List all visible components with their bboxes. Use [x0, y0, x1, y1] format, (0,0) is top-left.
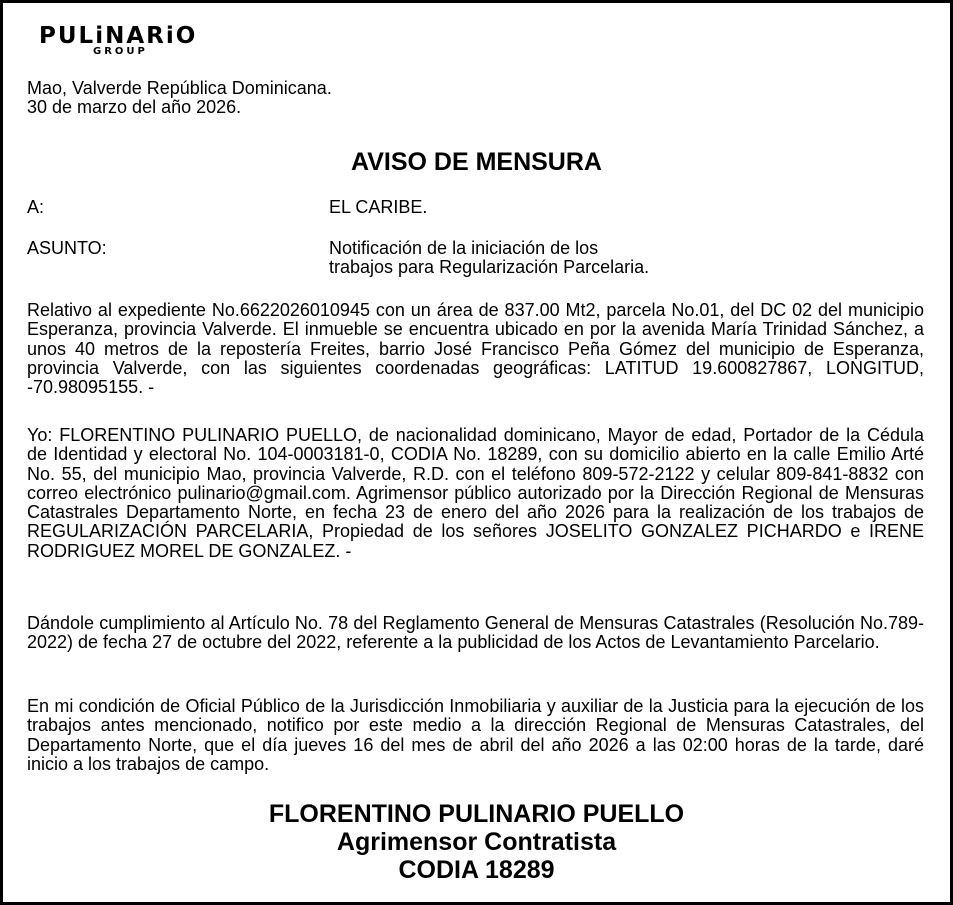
addressee-label: A: — [27, 197, 45, 217]
signature-codia: CODIA 18289 — [398, 856, 555, 884]
date-place: Mao, Valverde República Dominicana. — [27, 78, 332, 98]
signature-name: FLORENTINO PULINARIO PUELLO — [268, 800, 685, 828]
date-line: 30 de marzo del año 2026. — [27, 97, 242, 117]
subject-line-1: Notificación de la iniciación de los — [329, 238, 599, 258]
signature-role: Agrimensor Contratista — [336, 828, 617, 856]
logo-subtitle: GROUP — [93, 46, 148, 57]
date-block — [27, 79, 332, 117]
paragraph-regulation: Dándole cumplimiento al Artículo No. 78 del Reglamento General de Mensuras Catastrales (Resolución No.789-2022) de fecha 27 de octubre del 2022, referente a la publicidad de los Actos de Levantamiento Parcelario. — [27, 613, 924, 653]
paragraph-record: Relativo al expediente No.6622026010945 con un área de 837.00 Mt2, parcela No.01, del DC 02 del municipio Esperanza, provincia Valverde. El inmueble se encuentra ubicado en por la avenida María Trinidad Sánchez, a unos 40 metros de la repostería Freites, barrio José Francisco Peña Gómez del municipio de Esperanza, provincia Valverde, con las siguientes coordenadas geográficas: LATITUD 19.600827867, LONGITUD, -70.98095155. - — [27, 300, 924, 398]
logo-wordmark: PULiNARiO — [39, 23, 198, 49]
subject-value — [329, 239, 919, 277]
subject-line-2: trabajos para Regularización Parcelaria. — [329, 257, 650, 277]
notice-title: AVISO DE MENSURA — [351, 148, 602, 176]
addressee-value: EL CARIBE. — [329, 197, 428, 217]
company-logo — [39, 21, 239, 61]
paragraph-surveyor: Yo: FLORENTINO PULINARIO PUELLO, de nacionalidad dominicano, Mayor de edad, Portador de la Cédula de Identidad y electoral No. 104-0003181-0, CODIA No. 18289, con su domicilio abierto en la calle Emilio Arté No. 55, del municipio Mao, provincia Valverde, R.D. con el teléfono 809-572-2122 y celular 809-841-8832 con correo electrónico pulinario@gmail.com. Agrimensor público autorizado por la Dirección Regional de Mensuras Catastrales Departamento Norte, en fecha 23 de enero del año 2026 para la realización de los trabajos de REGULARIZACIÓN PARCELARIA, Propiedad de los señores JOSELITO GONZALEZ PICHARDO e IRENE RODRIGUEZ MOREL DE GONZALEZ. - — [27, 425, 924, 561]
subject-label: ASUNTO: — [27, 238, 107, 258]
paragraph-notification: En mi condición de Oficial Público de la Jurisdicción Inmobiliaria y auxiliar de la Justicia para la ejecución de los trabajos antes mencionado, notifico por este medio a la dirección Regional de Mensuras Catastrales, del Departamento Norte, que el día jueves 16 del mes de abril del año 2026 a las 02:00 horas de la tarde, daré inicio a los trabajos de campo. — [27, 696, 924, 774]
signature-block — [3, 800, 950, 884]
